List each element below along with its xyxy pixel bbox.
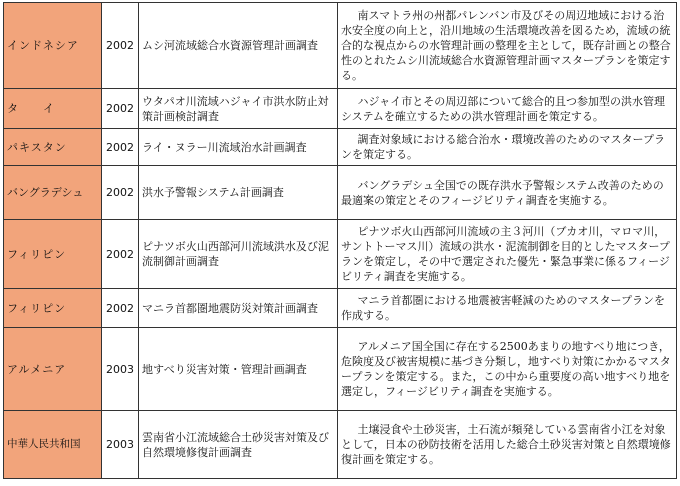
country-cell: フィリピン <box>4 220 102 289</box>
summary-cell: 土壌浸食や土砂災害，土石流が頻発している雲南省小江を対象として，日本の砂防技術を活用した総合土砂災害対策と自然環境修復計画を策定する。 <box>338 411 677 479</box>
country-cell: インドネシア <box>4 3 102 89</box>
year-cell: 2002 <box>102 166 139 220</box>
summary-cell: 南スマトラ州の州都パレンバン市及びその周辺地域における治水安全度の向上と，沿川地域の生活環境改善を図るため，流域の統合的な視点からの水管理計画の整理を主として，既存計画との整合性のとれたムシ川流域総合水資源管理計画マスタープランを策定する。 <box>338 3 677 89</box>
project-title-cell: ライ・ヌラー川流域治水計画調査 <box>139 129 338 166</box>
country-cell: バングラデシュ <box>4 166 102 220</box>
country-cell: 中華人民共和国 <box>4 411 102 479</box>
project-title-cell: ピナツボ火山西部河川流域洪水及び泥流制御計画調査 <box>139 220 338 289</box>
country-cell: タ イ <box>4 89 102 129</box>
country-cell: フィリピン <box>4 289 102 328</box>
summary-cell: マニラ首都圏における地震被害軽減のためのマスタープランを作成する。 <box>338 289 677 328</box>
year-cell: 2002 <box>102 129 139 166</box>
summary-cell: ピナツボ火山西部河川流域の主３河川（ブカオ川，マロマ川，サントトーマス川）流域の洪水・泥流制御を目的としたマスタープランを策定し，その中で選定された優先・緊急事業に係るフィージビリティ調査を実施する。 <box>338 220 677 289</box>
summary-cell: アルメニア国全国に存在する2500あまりの地すべり地につき，危険度及び被害規模に基づき分類し，地すべり対策にかかるマスタープランを策定する。また，この中から重要度の高い地すべり地を選定し，フィージビリティ調査を実施する。 <box>338 328 677 411</box>
table-row <box>4 289 677 328</box>
country-cell: アルメニア <box>4 328 102 411</box>
year-cell: 2002 <box>102 3 139 89</box>
project-title-cell: 地すべり災害対策・管理計画調査 <box>139 328 338 411</box>
year-cell: 2002 <box>102 289 139 328</box>
country-cell: パキスタン <box>4 129 102 166</box>
year-cell: 2002 <box>102 89 139 129</box>
table-row <box>4 89 677 129</box>
project-title-cell: マニラ首都圏地震防災対策計画調査 <box>139 289 338 328</box>
summary-cell: 調査対象域における総合治水・環境改善のためのマスタープランを策定する。 <box>338 129 677 166</box>
year-cell: 2002 <box>102 220 139 289</box>
summary-cell: バングラデシュ全国での既存洪水予警報システム改善のための最適案の策定とそのフィージビリティ調査を実施する。 <box>338 166 677 220</box>
year-cell: 2003 <box>102 411 139 479</box>
table-row <box>4 129 677 166</box>
project-title-cell: 洪水予警報システム計画調査 <box>139 166 338 220</box>
project-title-cell: ウタパオ川流域ハジャイ市洪水防止対策計画検討調査 <box>139 89 338 129</box>
table-row <box>4 220 677 289</box>
project-title-cell: 雲南省小江流域総合土砂災害対策及び自然環境修復計画調査 <box>139 411 338 479</box>
table-row <box>4 3 677 89</box>
table-row <box>4 411 677 479</box>
year-cell: 2003 <box>102 328 139 411</box>
projects-table <box>3 2 677 479</box>
project-title-cell: ムシ河流域総合水資源管理計画調査 <box>139 3 338 89</box>
table-row <box>4 166 677 220</box>
table-row <box>4 328 677 411</box>
summary-cell: ハジャイ市とその周辺部について総合的且つ参加型の洪水管理システムを確立するための洪水管理計画を策定する。 <box>338 89 677 129</box>
